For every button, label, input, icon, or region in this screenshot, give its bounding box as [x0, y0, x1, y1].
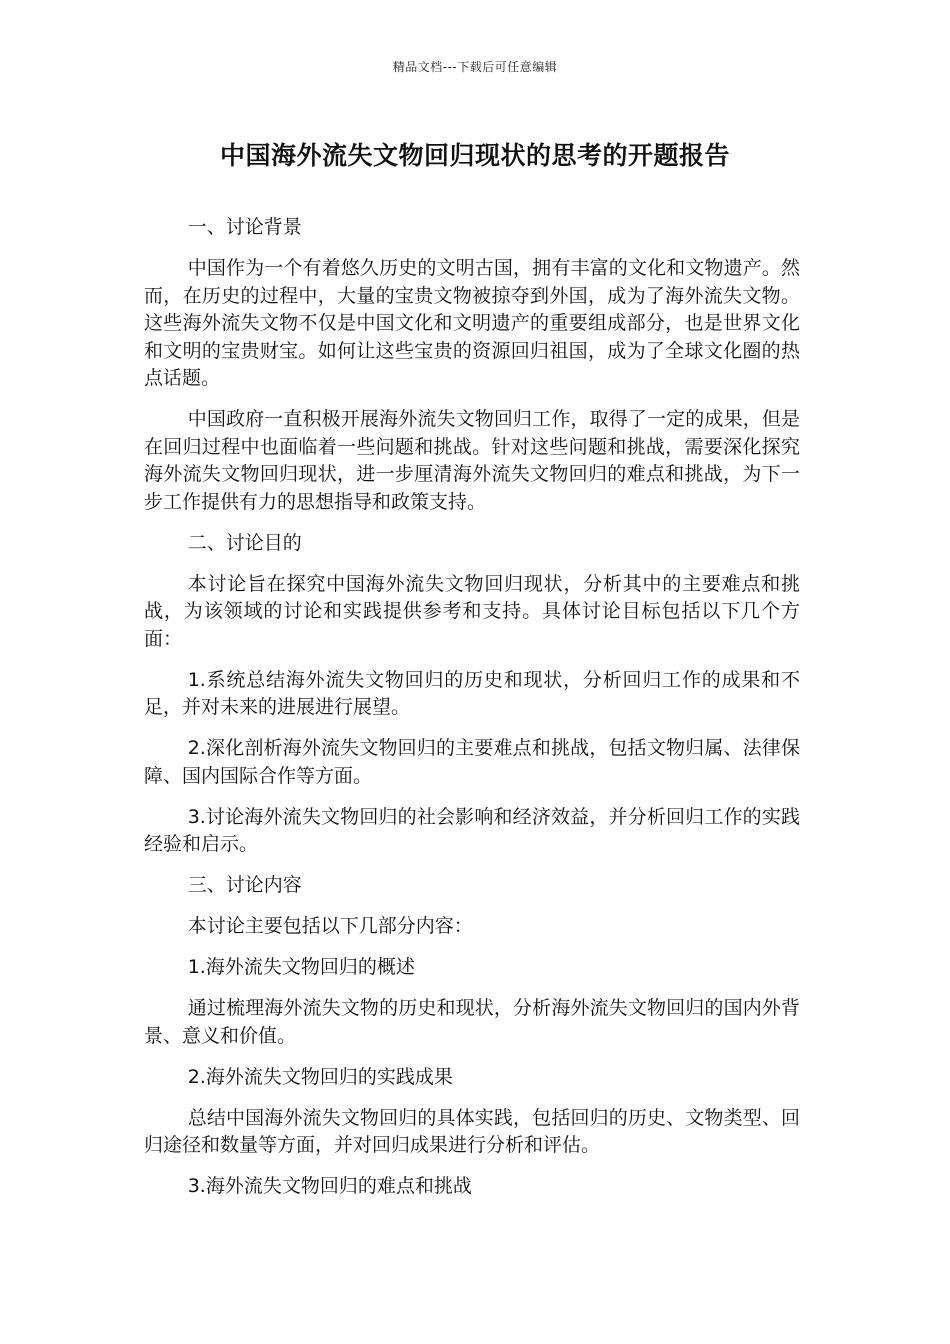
- section-heading: 二、讨论目的: [187, 531, 302, 554]
- subheading: 1.海外流失文物回归的概述: [187, 956, 415, 978]
- list-item: 3.讨论海外流失文物回归的社会影响和经济效益，并分析回归工作的实践经验和启示。: [144, 805, 800, 855]
- subheading: 2.海外流失文物回归的实践成果: [187, 1065, 453, 1088]
- section-heading: 三、讨论内容: [187, 874, 302, 896]
- paragraph: 中国作为一个有着悠久历史的文明古国，拥有丰富的文化和文物遗产。然而，在历史的过程中，大量的宝贵文物被掠夺到外国，成为了海外流失文物。这些海外流失文物不仅是中国文化和文明遗产的重要组成部分，也是世界文化和文明的宝贵财宝。如何让这些宝贵的资源回归祖国，成为了全球文化圈的热点话题。: [144, 257, 800, 389]
- paragraph: 本讨论旨在探究中国海外流失文物回归现状，分析其中的主要难点和挑战，为该领域的讨论和实践提供参考和支持。具体讨论目标包括以下几个方面：: [144, 572, 800, 650]
- subheading: 3.海外流失文物回归的难点和挑战: [187, 1175, 472, 1197]
- paragraph: 本讨论主要包括以下几部分内容：: [187, 915, 473, 937]
- page-header: 精品文档---下载后可任意编辑: [392, 60, 558, 74]
- document-body: [144, 214, 800, 1214]
- paragraph: 总结中国海外流失文物回归的具体实践，包括回归的历史、文物类型、回归途径和数量等方面，并对回归成果进行分析和评估。: [144, 1106, 800, 1156]
- paragraph: 中国政府一直积极开展海外流失文物回归工作，取得了一定的成果，但是在回归过程中也面临着一些问题和挑战。针对这些问题和挑战，需要深化探究海外流失文物回归现状，进一步厘清海外流失文物回归的难点和挑战，为下一步工作提供有力的思想指导和政策支持。: [144, 408, 800, 513]
- paragraph: 通过梳理海外流失文物的历史和现状，分析海外流失文物回归的国内外背景、意义和价值。: [144, 997, 800, 1047]
- section-heading: 一、讨论背景: [187, 216, 302, 238]
- list-item: 1.系统总结海外流失文物回归的历史和现状，分析回归工作的成果和不足，并对未来的进展进行展望。: [144, 668, 800, 718]
- document-title: 中国海外流失文物回归现状的思考的开题报告: [219, 141, 730, 170]
- list-item: 2.深化剖析海外流失文物回归的主要难点和挑战，包括文物归属、法律保障、国内国际合作等方面。: [144, 737, 800, 787]
